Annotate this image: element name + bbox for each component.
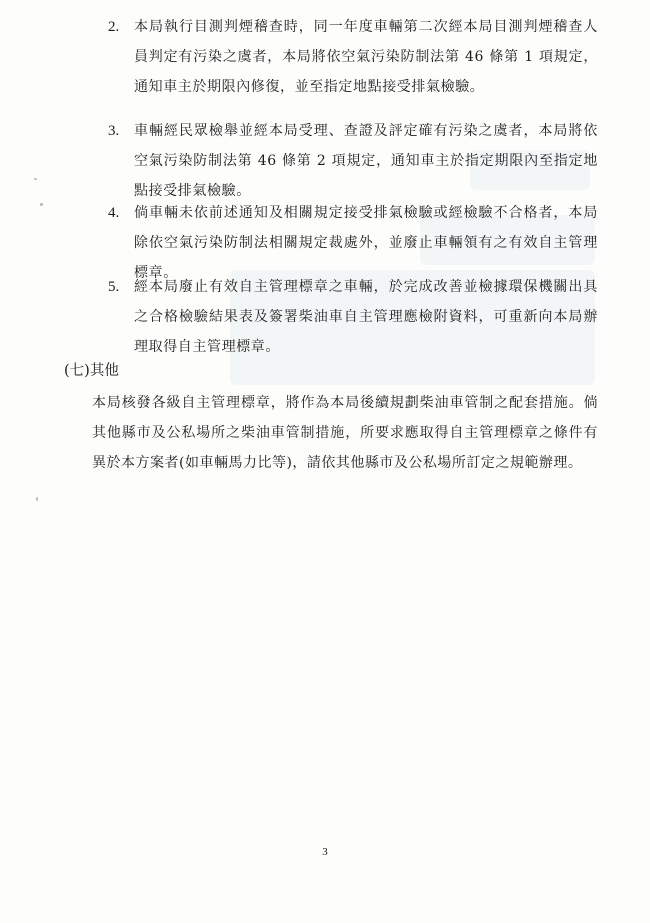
list-item bbox=[108, 272, 598, 362]
list-item bbox=[108, 116, 598, 206]
section-heading: (七)其他 bbox=[64, 363, 119, 379]
list-item-number: 4. bbox=[108, 205, 120, 221]
list-item-text: 經本局廢止有效自主管理標章之車輛，於完成改善並檢據環保機關出具之合格檢驗結果表及簽署柴油車自主管理應檢附資料，可重新向本局辦理取得自主管理標章。 bbox=[134, 279, 598, 355]
section-paragraph: 本局核發各級自主管理標章，將作為本局後續規劃柴油車管制之配套措施。倘其他縣市及公私場所之柴油車管制措施，所要求應取得自主管理標章之條件有異於本方案者(如車輛馬力比等)，請依其他縣市及公私場所訂定之規範辦理。 bbox=[92, 395, 598, 471]
scan-speck bbox=[36, 497, 38, 501]
list-item-number: 5. bbox=[108, 279, 120, 295]
scan-speck bbox=[40, 203, 43, 206]
page-number: 3 bbox=[322, 846, 328, 858]
list-item-text: 倘車輛未依前述通知及相關規定接受排氣檢驗或經檢驗不合格者，本局除依空氣污染防制法相關規定裁處外，並廢止車輛領有之有效自主管理標章。 bbox=[134, 205, 598, 281]
scan-speck bbox=[34, 178, 37, 180]
list-item-number: 2. bbox=[108, 19, 120, 35]
list-item-text: 車輛經民眾檢舉並經本局受理、查證及評定確有污染之虞者，本局將依空氣污染防制法第 46 條第 2 項規定，通知車主於指定期限內至指定地點接受排氣檢驗。 bbox=[134, 123, 598, 199]
list-item-number: 3. bbox=[108, 123, 120, 139]
list-item-text: 本局執行目測判煙稽查時，同一年度車輛第二次經本局目測判煙稽查人員判定有污染之虞者，本局將依空氣污染防制法第 46 條第 1 項規定，通知車主於期限內修復，並至指定地點接受排氣檢驗。 bbox=[134, 19, 598, 95]
list-item bbox=[108, 12, 598, 102]
